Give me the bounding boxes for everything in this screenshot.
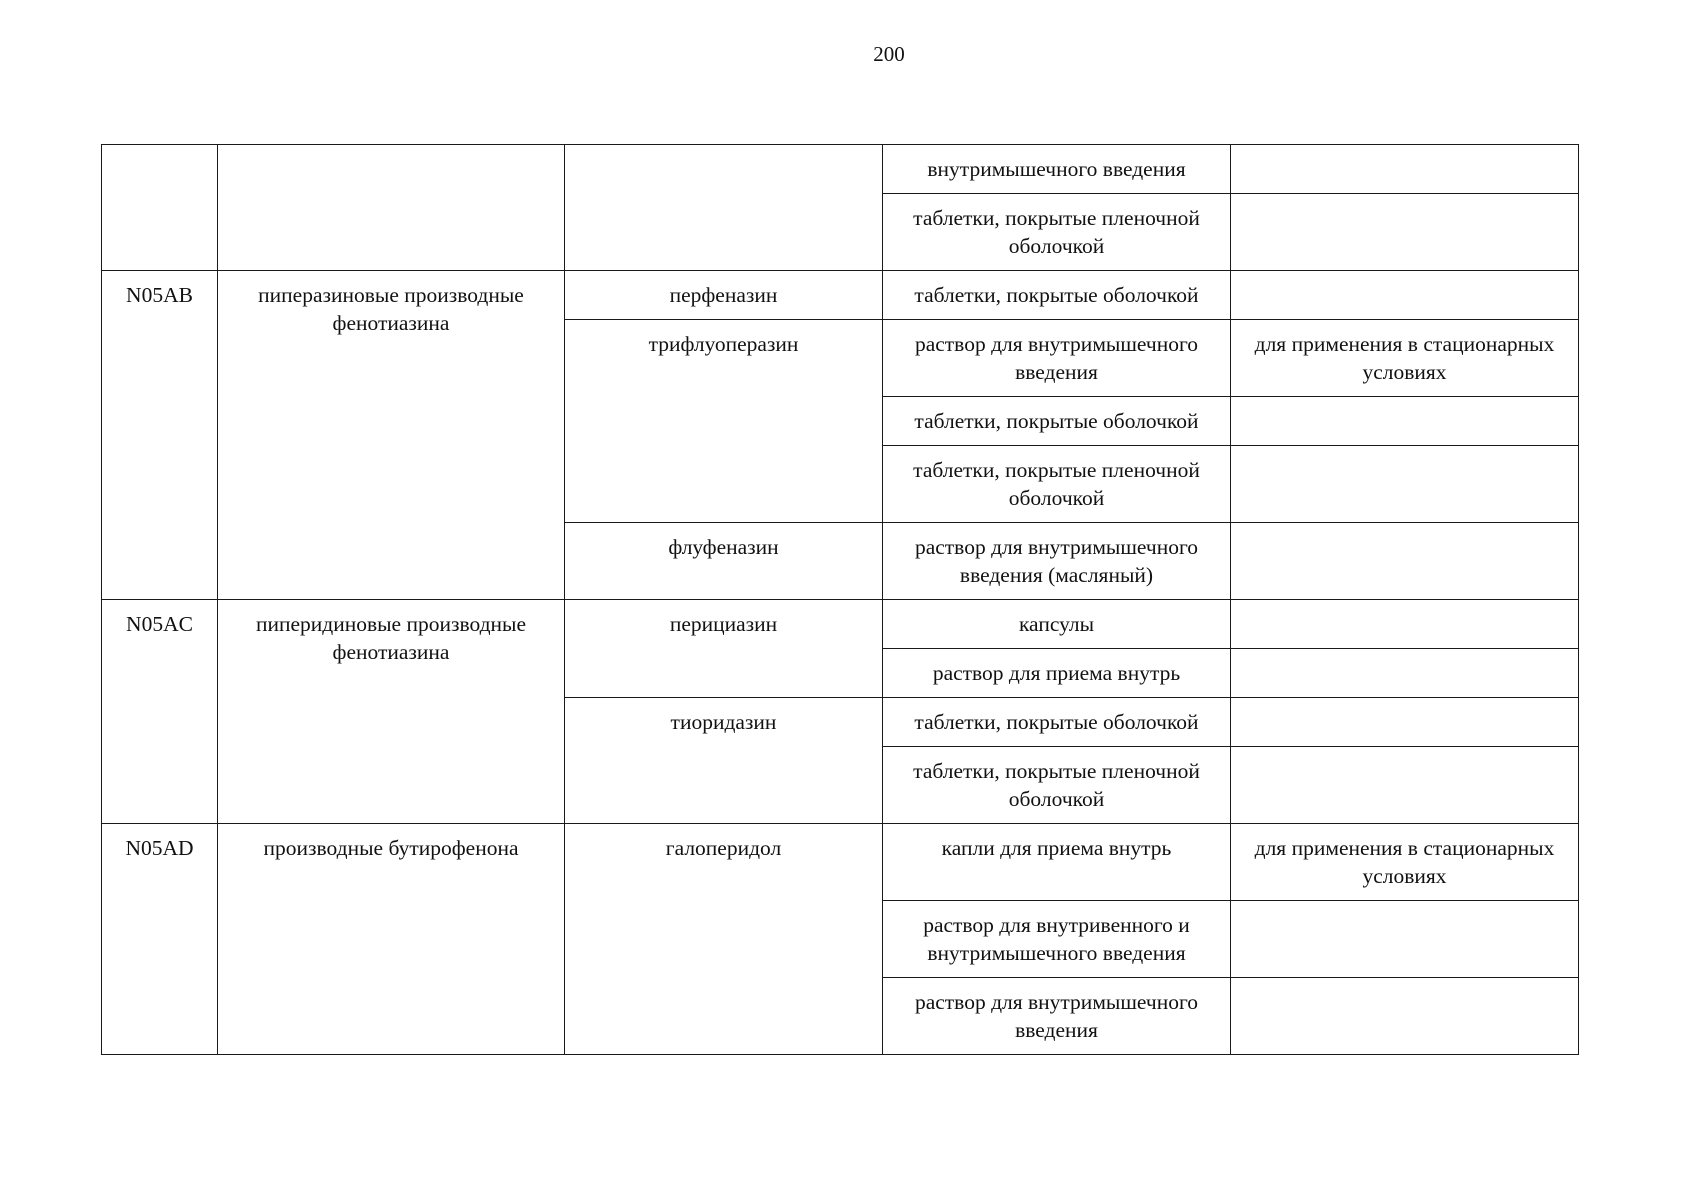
note-cell (1231, 523, 1579, 600)
atc-code-cell (102, 145, 218, 271)
group-name-cell: пиперидиновые производные фенотиазина (218, 600, 565, 824)
note-cell (1231, 698, 1579, 747)
note-cell (1231, 446, 1579, 523)
dosage-form-cell: раствор для внутримышечного введения (883, 978, 1231, 1055)
group-name-cell: пиперазиновые производные фенотиазина (218, 271, 565, 600)
group-name-cell: производные бутирофенона (218, 824, 565, 1055)
dosage-form-cell: таблетки, покрытые оболочкой (883, 698, 1231, 747)
page-number: 200 (873, 42, 905, 66)
dosage-form-cell: раствор для внутривенного и внутримышечного введения (883, 901, 1231, 978)
note-cell (1231, 397, 1579, 446)
group-name-cell (218, 145, 565, 271)
drug-table (101, 144, 1579, 1055)
note-cell (1231, 194, 1579, 271)
note-cell: для применения в стационарных условиях (1231, 824, 1579, 901)
table-row (102, 600, 1579, 649)
note-cell (1231, 901, 1579, 978)
drug-name-cell: флуфеназин (565, 523, 883, 600)
dosage-form-cell: таблетки, покрытые оболочкой (883, 271, 1231, 320)
drug-name-cell: тиоридазин (565, 698, 883, 824)
table-row (102, 824, 1579, 901)
dosage-form-cell: внутримышечного введения (883, 145, 1231, 194)
note-cell (1231, 271, 1579, 320)
drug-name-cell: трифлуоперазин (565, 320, 883, 523)
dosage-form-cell: таблетки, покрытые оболочкой (883, 397, 1231, 446)
dosage-form-cell: таблетки, покрытые пленочной оболочкой (883, 747, 1231, 824)
note-cell (1231, 145, 1579, 194)
note-cell: для применения в стационарных условиях (1231, 320, 1579, 397)
note-cell (1231, 978, 1579, 1055)
dosage-form-cell: капсулы (883, 600, 1231, 649)
drug-name-cell: галоперидол (565, 824, 883, 1055)
dosage-form-cell: капли для приема внутрь (883, 824, 1231, 901)
atc-code-cell: N05AC (102, 600, 218, 824)
dosage-form-cell: раствор для внутримышечного введения (масляный) (883, 523, 1231, 600)
note-cell (1231, 600, 1579, 649)
note-cell (1231, 747, 1579, 824)
note-cell (1231, 649, 1579, 698)
dosage-form-cell: раствор для внутримышечного введения (883, 320, 1231, 397)
drug-name-cell: перициазин (565, 600, 883, 698)
dosage-form-cell: таблетки, покрытые пленочной оболочкой (883, 194, 1231, 271)
atc-code-cell: N05AB (102, 271, 218, 600)
drug-name-cell: перфеназин (565, 271, 883, 320)
drug-name-cell (565, 145, 883, 271)
table-row (102, 271, 1579, 320)
dosage-form-cell: таблетки, покрытые пленочной оболочкой (883, 446, 1231, 523)
table-row (102, 145, 1579, 194)
dosage-form-cell: раствор для приема внутрь (883, 649, 1231, 698)
atc-code-cell: N05AD (102, 824, 218, 1055)
